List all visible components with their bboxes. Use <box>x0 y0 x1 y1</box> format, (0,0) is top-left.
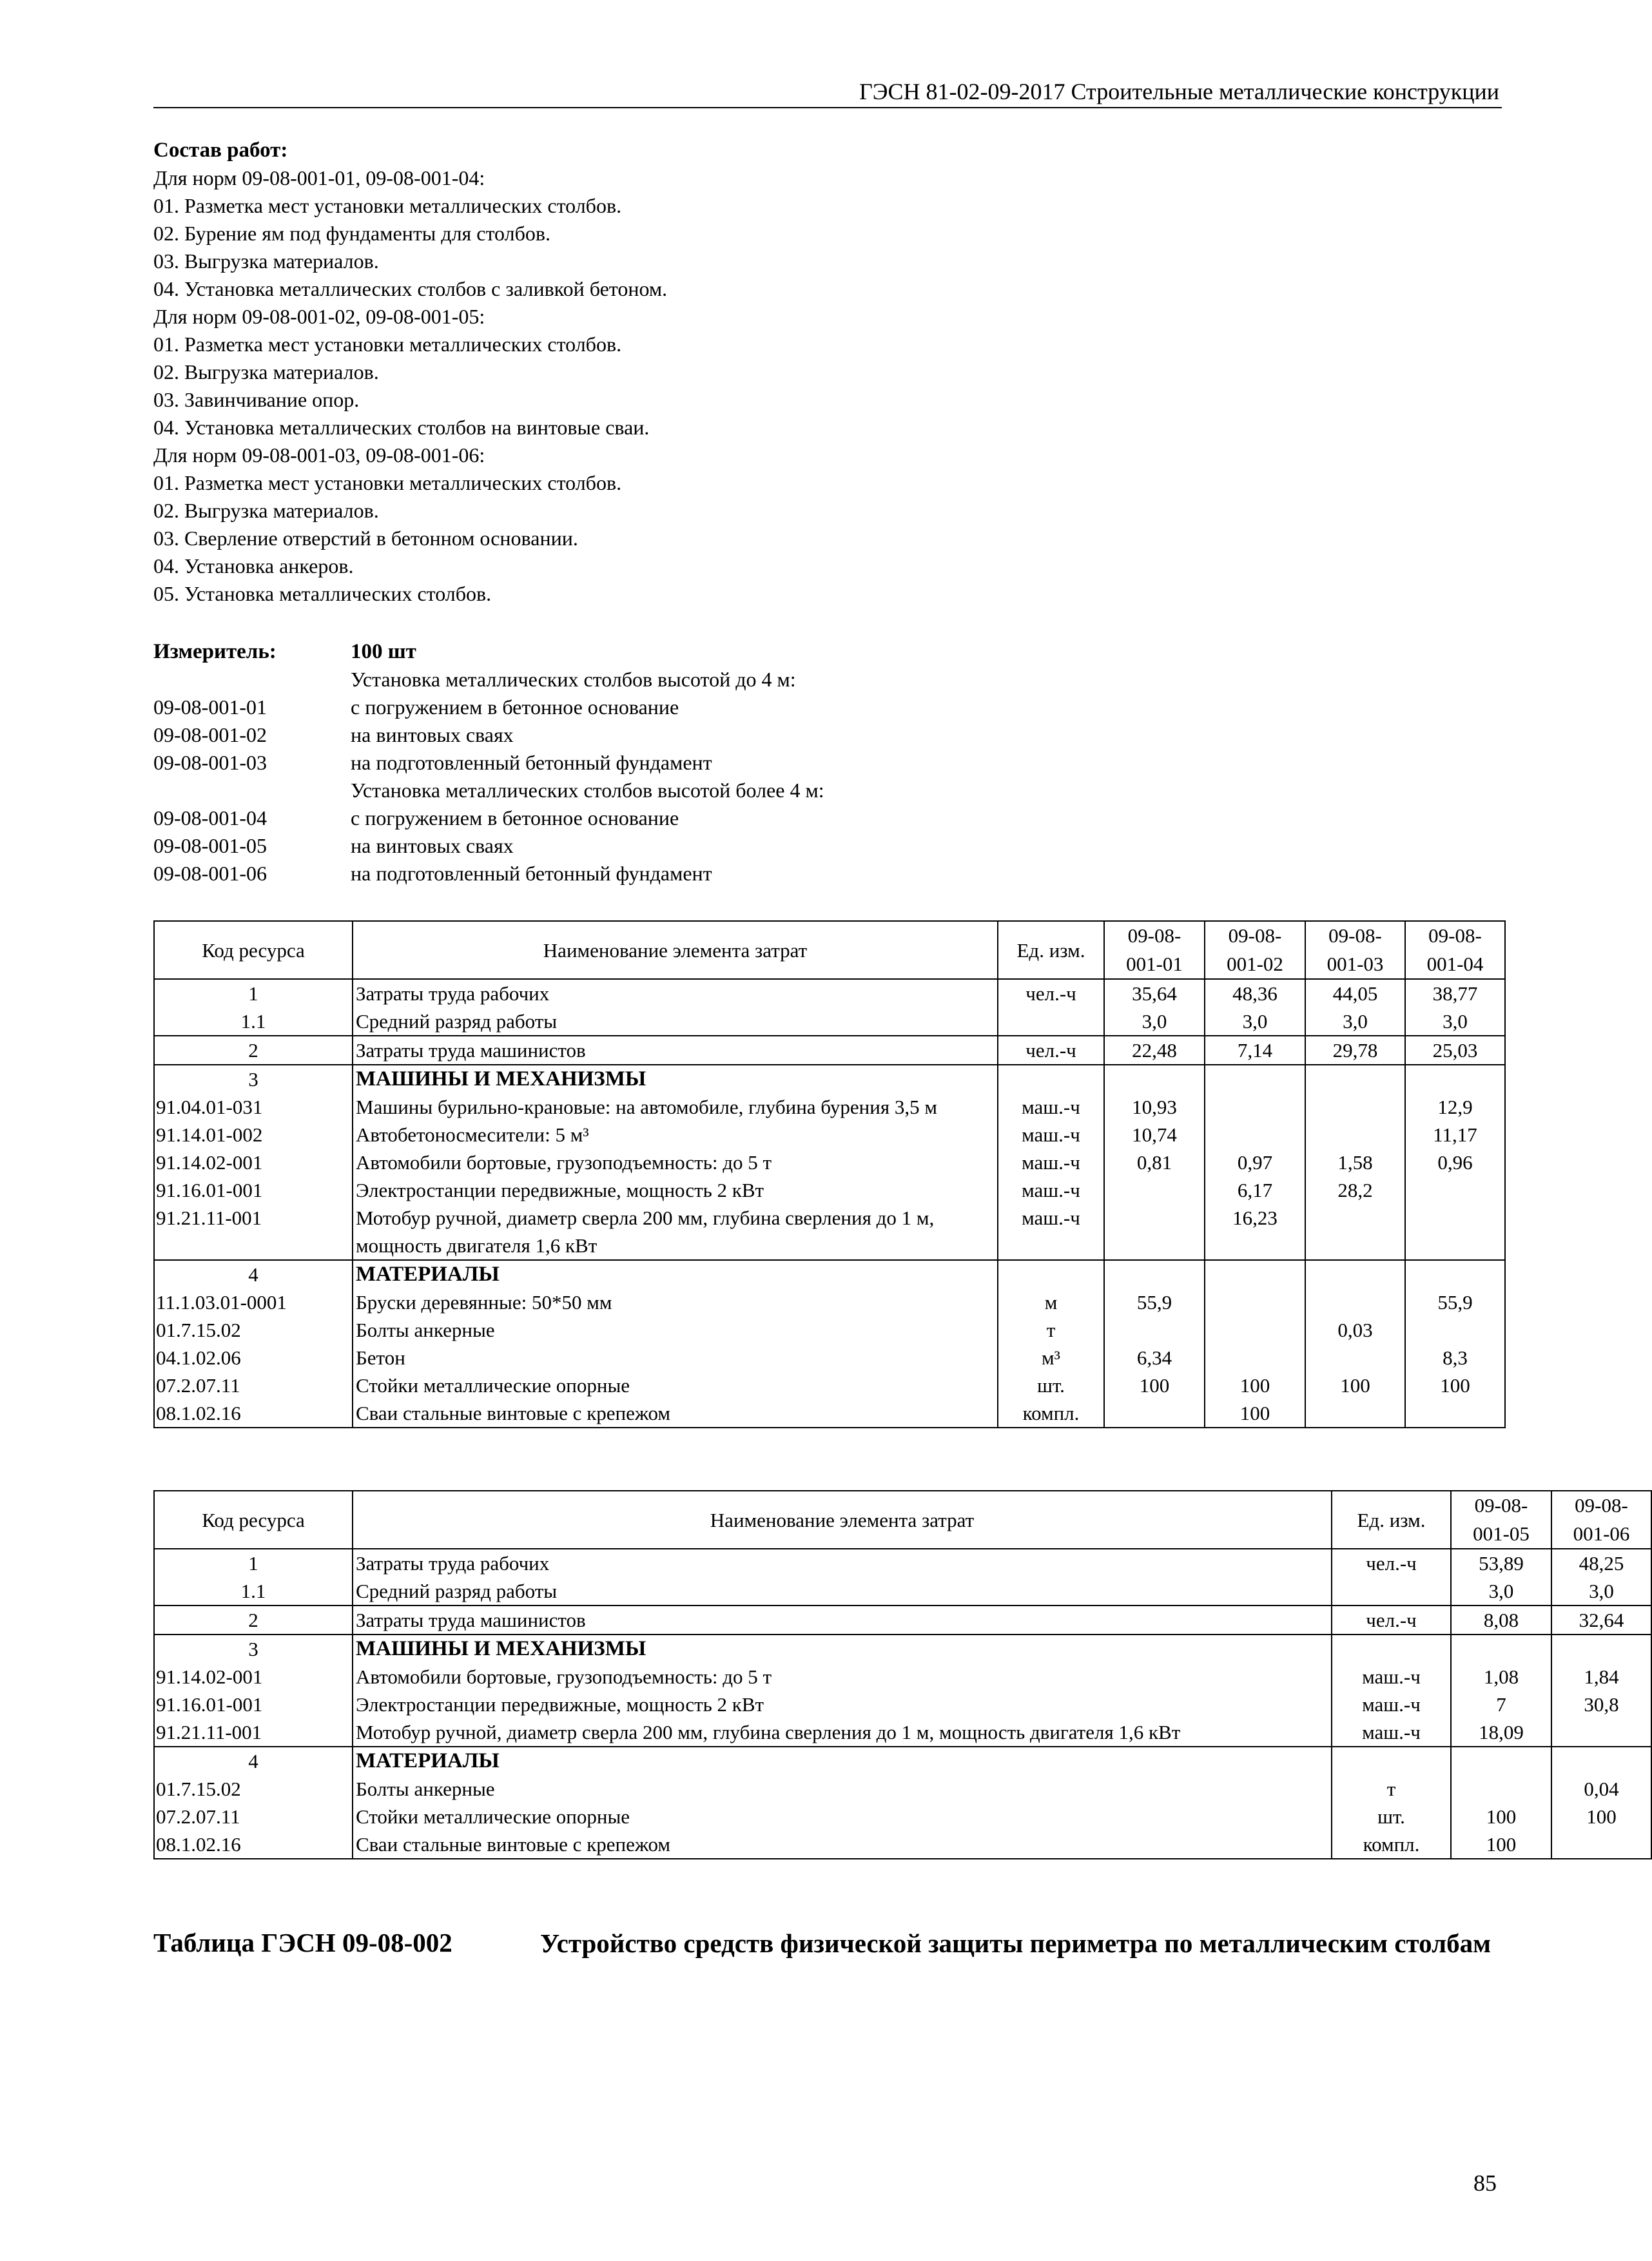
table-row <box>154 1803 1651 1830</box>
unit: м³ <box>998 1344 1104 1372</box>
norm-value: 7 <box>1451 1691 1551 1718</box>
cost-element-name: МАТЕРИАЛЫ <box>353 1747 1332 1775</box>
cost-element-name: МАШИНЫ И МЕХАНИЗМЫ <box>353 1065 998 1093</box>
norm-code: 09-08-001-02 <box>153 723 267 746</box>
norm-value <box>1451 1635 1551 1663</box>
column-header-line: 001-03 <box>1326 953 1384 975</box>
work-step: 01. Разметка мест установки металлических столбов. <box>153 471 622 494</box>
norm-list <box>153 666 1502 888</box>
table-caption-title: Устройство средств физической защиты периметра по металлическим столбам <box>540 1928 1491 1958</box>
work-step: 01. Разметка мест установки металлических столбов. <box>153 333 622 356</box>
norm-value: 8,08 <box>1451 1606 1551 1635</box>
norm-row <box>153 832 1502 860</box>
norm-value <box>1104 1204 1205 1260</box>
norm-value <box>1305 1065 1405 1093</box>
resource-code: 08.1.02.16 <box>154 1830 353 1859</box>
resource-code: 1.1 <box>154 1007 353 1036</box>
work-step: 05. Установка металлических столбов. <box>153 582 492 605</box>
cost-element-name: Стойки металлические опорные <box>353 1372 998 1399</box>
unit: т <box>1332 1775 1451 1803</box>
cost-element-name: МАТЕРИАЛЫ <box>353 1260 998 1288</box>
resource-table-1 <box>153 920 1506 1428</box>
cost-element-name: Средний разряд работы <box>353 1007 998 1036</box>
norm-value: 32,64 <box>1551 1606 1651 1635</box>
norm-value <box>1405 1316 1505 1344</box>
resource-code: 08.1.02.16 <box>154 1399 353 1428</box>
norm-value: 11,17 <box>1405 1121 1505 1149</box>
norm-value <box>1305 1344 1405 1372</box>
resource-code: 1 <box>154 1549 353 1577</box>
norm-value: 12,9 <box>1405 1093 1505 1121</box>
norm-value: 25,03 <box>1405 1036 1505 1065</box>
norm-value <box>1551 1830 1651 1859</box>
norm-value: 55,9 <box>1104 1288 1205 1316</box>
norm-value <box>1205 1288 1305 1316</box>
norm-value: 1,08 <box>1451 1663 1551 1691</box>
norm-value <box>1451 1775 1551 1803</box>
table-row <box>154 1344 1505 1372</box>
work-step: 01. Разметка мест установки металлических столбов. <box>153 194 622 217</box>
unit <box>998 1065 1104 1093</box>
unit <box>998 1260 1104 1288</box>
norm-value: 6,34 <box>1104 1344 1205 1372</box>
norm-value <box>1551 1747 1651 1775</box>
column-header-line: 09-08- <box>1575 1494 1628 1517</box>
work-step: 02. Бурение ям под фундаменты для столбов. <box>153 222 550 245</box>
unit: т <box>998 1316 1104 1344</box>
measurement-unit: 100 шт <box>351 640 416 663</box>
norm-value <box>1405 1204 1505 1260</box>
resource-code: 2 <box>154 1036 353 1065</box>
resource-code: 01.7.15.02 <box>154 1775 353 1803</box>
norm-value <box>1104 1065 1205 1093</box>
norm-value: 48,25 <box>1551 1549 1651 1577</box>
table-row <box>154 1718 1651 1747</box>
column-header-line: 001-05 <box>1473 1522 1530 1545</box>
resource-code: 01.7.15.02 <box>154 1316 353 1344</box>
norm-value <box>1104 1176 1205 1204</box>
resource-code: 1 <box>154 979 353 1007</box>
norm-value: 48,36 <box>1205 979 1305 1007</box>
table-row <box>154 1372 1505 1399</box>
norm-value: 3,0 <box>1205 1007 1305 1036</box>
table-row <box>154 1399 1505 1428</box>
cost-element-name: Автомобили бортовые, грузоподъемность: до 5 т <box>353 1663 1332 1691</box>
resource-code: 4 <box>154 1260 353 1288</box>
column-header-line: 09-08- <box>1228 924 1282 947</box>
norm-value: 3,0 <box>1551 1577 1651 1606</box>
column-header-line: 09-08- <box>1428 924 1482 947</box>
norm-row <box>153 860 1502 888</box>
unit: маш.-ч <box>998 1093 1104 1121</box>
norm-value <box>1405 1399 1505 1428</box>
norm-value: 0,03 <box>1305 1316 1405 1344</box>
table-row <box>154 1577 1651 1606</box>
unit: шт. <box>1332 1803 1451 1830</box>
norm-value <box>1451 1747 1551 1775</box>
work-step: 03. Завинчивание опор. <box>153 388 360 411</box>
unit <box>1332 1635 1451 1663</box>
table-row <box>154 1316 1505 1344</box>
norm-value: 53,89 <box>1451 1549 1551 1577</box>
table-row <box>154 1093 1505 1121</box>
norm-value: 100 <box>1305 1372 1405 1399</box>
work-step: 04. Установка анкеров. <box>153 554 354 577</box>
norm-value: 8,3 <box>1405 1344 1505 1372</box>
resource-code: 3 <box>154 1635 353 1663</box>
norm-value: 18,09 <box>1451 1718 1551 1747</box>
norm-value <box>1405 1176 1505 1204</box>
cost-element-name: Сваи стальные винтовые с крепежом <box>353 1399 998 1428</box>
norm-value: 38,77 <box>1405 979 1505 1007</box>
norm-value <box>1305 1204 1405 1260</box>
norm-value: 1,58 <box>1305 1149 1405 1176</box>
table-row <box>154 1775 1651 1803</box>
cost-element-name: МАШИНЫ И МЕХАНИЗМЫ <box>353 1635 1332 1663</box>
norm-value <box>1205 1065 1305 1093</box>
unit: маш.-ч <box>1332 1718 1451 1747</box>
work-step: Для норм 09-08-001-01, 09-08-001-04: <box>153 166 485 189</box>
column-header: Ед. изм. <box>998 921 1104 979</box>
unit: чел.-ч <box>1332 1549 1451 1577</box>
cost-element-name: Мотобур ручной, диаметр сверла 200 мм, глубина сверления до 1 м, мощность двигателя 1,6 кВт <box>353 1204 998 1260</box>
unit <box>1332 1747 1451 1775</box>
resource-code: 91.16.01-001 <box>154 1176 353 1204</box>
resource-code: 91.14.02-001 <box>154 1663 353 1691</box>
unit: чел.-ч <box>1332 1606 1451 1635</box>
resource-code: 91.14.02-001 <box>154 1149 353 1176</box>
unit: чел.-ч <box>998 1036 1104 1065</box>
unit: компл. <box>998 1399 1104 1428</box>
unit: маш.-ч <box>998 1121 1104 1149</box>
table-row <box>154 1830 1651 1859</box>
norm-value <box>1305 1260 1405 1288</box>
norm-value <box>1104 1260 1205 1288</box>
resource-code: 91.16.01-001 <box>154 1691 353 1718</box>
table-row <box>154 1260 1505 1288</box>
norm-value <box>1305 1121 1405 1149</box>
column-header-line: 09-08- <box>1328 924 1382 947</box>
cost-element-name: Затраты труда рабочих <box>353 1549 1332 1577</box>
column-header: Наименование элемента затрат <box>353 1491 1332 1549</box>
norm-value: 7,14 <box>1205 1036 1305 1065</box>
norm-description: на винтовых сваях <box>351 723 514 746</box>
resource-code: 07.2.07.11 <box>154 1372 353 1399</box>
norm-value <box>1305 1093 1405 1121</box>
norm-row <box>153 749 1502 777</box>
norm-value: 3,0 <box>1104 1007 1205 1036</box>
table-row <box>154 1149 1505 1176</box>
column-header-line: 09-08- <box>1474 1494 1528 1517</box>
header-text: ГЭСН 81-02-09-2017 Строительные металлические конструкции <box>859 79 1499 104</box>
resource-code: 11.1.03.01-0001 <box>154 1288 353 1316</box>
table-row <box>154 1691 1651 1718</box>
column-header <box>1451 1491 1551 1549</box>
column-header: Ед. изм. <box>1332 1491 1451 1549</box>
work-step: 03. Выгрузка материалов. <box>153 249 379 273</box>
norm-value: 35,64 <box>1104 979 1205 1007</box>
column-header <box>1104 921 1205 979</box>
table-row <box>154 1549 1651 1577</box>
norm-value: 0,97 <box>1205 1149 1305 1176</box>
norm-description: на подготовленный бетонный фундамент <box>351 751 712 774</box>
cost-element-name: Электростанции передвижные, мощность 2 кВт <box>353 1176 998 1204</box>
work-step: 04. Установка металлических столбов с заливкой бетоном. <box>153 277 668 300</box>
cost-element-name: Бетон <box>353 1344 998 1372</box>
unit: маш.-ч <box>1332 1663 1451 1691</box>
resource-code: 91.21.11-001 <box>154 1718 353 1747</box>
norm-row <box>153 777 1502 804</box>
unit: маш.-ч <box>998 1176 1104 1204</box>
table-row <box>154 1121 1505 1149</box>
column-header <box>1305 921 1405 979</box>
norm-value: 30,8 <box>1551 1691 1651 1718</box>
norm-value: 100 <box>1205 1399 1305 1428</box>
norm-value <box>1305 1399 1405 1428</box>
norm-value: 10,93 <box>1104 1093 1205 1121</box>
cost-element-name: Болты анкерные <box>353 1316 998 1344</box>
unit: маш.-ч <box>998 1204 1104 1260</box>
cost-element-name: Затраты труда машинистов <box>353 1036 998 1065</box>
work-step: 02. Выгрузка материалов. <box>153 360 379 383</box>
work-step: 02. Выгрузка материалов. <box>153 499 379 522</box>
resource-table-2 <box>153 1490 1652 1859</box>
cost-element-name: Затраты труда рабочих <box>353 979 998 1007</box>
table-row <box>154 1606 1651 1635</box>
resource-code: 1.1 <box>154 1577 353 1606</box>
column-header <box>1405 921 1505 979</box>
norm-description: с погружением в бетонное основание <box>351 806 679 830</box>
norm-value: 1,84 <box>1551 1663 1651 1691</box>
norm-value <box>1205 1344 1305 1372</box>
norm-code: 09-08-001-05 <box>153 834 267 857</box>
resource-code: 4 <box>154 1747 353 1775</box>
unit: маш.-ч <box>1332 1691 1451 1718</box>
work-composition <box>153 137 1502 608</box>
unit: м <box>998 1288 1104 1316</box>
column-header-line: 001-04 <box>1426 953 1484 975</box>
cost-element-name: Болты анкерные <box>353 1775 1332 1803</box>
resource-code: 07.2.07.11 <box>154 1803 353 1830</box>
cost-element-name: Бруски деревянные: 50*50 мм <box>353 1288 998 1316</box>
norm-value: 100 <box>1104 1372 1205 1399</box>
resource-code: 91.21.11-001 <box>154 1204 353 1260</box>
norm-value: 3,0 <box>1451 1577 1551 1606</box>
cost-element-name: Мотобур ручной, диаметр сверла 200 мм, глубина сверления до 1 м, мощность двигателя 1,6 кВт <box>353 1718 1332 1747</box>
cost-element-name: Затраты труда машинистов <box>353 1606 1332 1635</box>
column-header-line: 001-01 <box>1126 953 1183 975</box>
table-row <box>154 1747 1651 1775</box>
table-row <box>154 979 1505 1007</box>
norm-code: 09-08-001-04 <box>153 806 267 830</box>
column-header-line: 001-02 <box>1227 953 1283 975</box>
norm-value: 0,81 <box>1104 1149 1205 1176</box>
norm-value <box>1205 1316 1305 1344</box>
norm-description: Установка металлических столбов высотой более 4 м: <box>351 779 824 802</box>
table-row <box>154 1036 1505 1065</box>
norm-value <box>1205 1093 1305 1121</box>
table-row <box>154 1176 1505 1204</box>
work-step: Для норм 09-08-001-02, 09-08-001-05: <box>153 305 485 328</box>
norm-value: 100 <box>1405 1372 1505 1399</box>
table-row <box>154 1007 1505 1036</box>
norm-value <box>1205 1260 1305 1288</box>
norm-value: 29,78 <box>1305 1036 1405 1065</box>
norm-row <box>153 804 1502 832</box>
norm-value: 100 <box>1551 1803 1651 1830</box>
norm-value: 100 <box>1205 1372 1305 1399</box>
column-header: Наименование элемента затрат <box>353 921 998 979</box>
column-header-line: 001-06 <box>1573 1522 1630 1545</box>
norm-value: 3,0 <box>1305 1007 1405 1036</box>
resource-code: 3 <box>154 1065 353 1093</box>
page-number: 85 <box>1473 2170 1497 2196</box>
unit: компл. <box>1332 1830 1451 1859</box>
norm-value: 100 <box>1451 1830 1551 1859</box>
table-row <box>154 1065 1505 1093</box>
norm-description: с погружением в бетонное основание <box>351 695 679 719</box>
column-header: Код ресурса <box>154 921 353 979</box>
norm-value: 44,05 <box>1305 979 1405 1007</box>
norm-value: 10,74 <box>1104 1121 1205 1149</box>
norm-row <box>153 694 1502 721</box>
running-header <box>153 76 1502 108</box>
column-header-line: 09-08- <box>1127 924 1181 947</box>
unit: шт. <box>998 1372 1104 1399</box>
norm-value <box>1305 1288 1405 1316</box>
resource-code: 04.1.02.06 <box>154 1344 353 1372</box>
unit <box>1332 1577 1451 1606</box>
norm-value: 22,48 <box>1104 1036 1205 1065</box>
norm-value: 0,96 <box>1405 1149 1505 1176</box>
table-caption-label: Таблица ГЭСН 09-08-002 <box>153 1928 452 1957</box>
norm-value: 100 <box>1451 1803 1551 1830</box>
norm-value <box>1551 1718 1651 1747</box>
cost-element-name: Электростанции передвижные, мощность 2 кВт <box>353 1691 1332 1718</box>
work-step: Для норм 09-08-001-03, 09-08-001-06: <box>153 443 485 467</box>
resource-code: 91.04.01-031 <box>154 1093 353 1121</box>
cost-element-name: Сваи стальные винтовые с крепежом <box>353 1830 1332 1859</box>
work-step: 03. Сверление отверстий в бетонном основании. <box>153 527 578 550</box>
measurement-label: Измеритель: <box>153 640 277 663</box>
norm-value <box>1104 1316 1205 1344</box>
norm-value: 3,0 <box>1405 1007 1505 1036</box>
column-header: Код ресурса <box>154 1491 353 1549</box>
work-composition-title: Состав работ: <box>153 139 288 162</box>
table-row <box>154 1635 1651 1663</box>
norm-code: 09-08-001-06 <box>153 862 267 885</box>
norm-value <box>1551 1635 1651 1663</box>
norm-row <box>153 666 1502 694</box>
cost-element-name: Стойки металлические опорные <box>353 1803 1332 1830</box>
norm-value <box>1405 1260 1505 1288</box>
resource-code: 91.14.01-002 <box>154 1121 353 1149</box>
cost-element-name: Автомобили бортовые, грузоподъемность: до 5 т <box>353 1149 998 1176</box>
norm-code: 09-08-001-01 <box>153 695 267 719</box>
cost-element-name: Средний разряд работы <box>353 1577 1332 1606</box>
work-step: 04. Установка металлических столбов на винтовые сваи. <box>153 416 650 439</box>
table-row <box>154 1663 1651 1691</box>
cost-element-name: Машины бурильно-крановые: на автомобиле, глубина бурения 3,5 м <box>353 1093 998 1121</box>
norm-row <box>153 721 1502 749</box>
unit <box>998 1007 1104 1036</box>
norm-value <box>1205 1121 1305 1149</box>
norm-description: Установка металлических столбов высотой до 4 м: <box>351 668 796 691</box>
column-header <box>1205 921 1305 979</box>
resource-code: 2 <box>154 1606 353 1635</box>
measurement-block <box>153 638 1502 888</box>
table-row <box>154 1288 1505 1316</box>
unit: маш.-ч <box>998 1149 1104 1176</box>
norm-description: на винтовых сваях <box>351 834 514 857</box>
norm-value: 6,17 <box>1205 1176 1305 1204</box>
column-header <box>1551 1491 1651 1549</box>
table-row <box>154 1204 1505 1260</box>
norm-value <box>1405 1065 1505 1093</box>
work-composition-list <box>153 164 1502 608</box>
norm-value: 0,04 <box>1551 1775 1651 1803</box>
norm-value <box>1104 1399 1205 1428</box>
unit: чел.-ч <box>998 979 1104 1007</box>
norm-value: 28,2 <box>1305 1176 1405 1204</box>
cost-element-name: Автобетоносмесители: 5 м³ <box>353 1121 998 1149</box>
norm-value: 16,23 <box>1205 1204 1305 1260</box>
norm-value: 55,9 <box>1405 1288 1505 1316</box>
norm-description: на подготовленный бетонный фундамент <box>351 862 712 885</box>
norm-code: 09-08-001-03 <box>153 751 267 774</box>
